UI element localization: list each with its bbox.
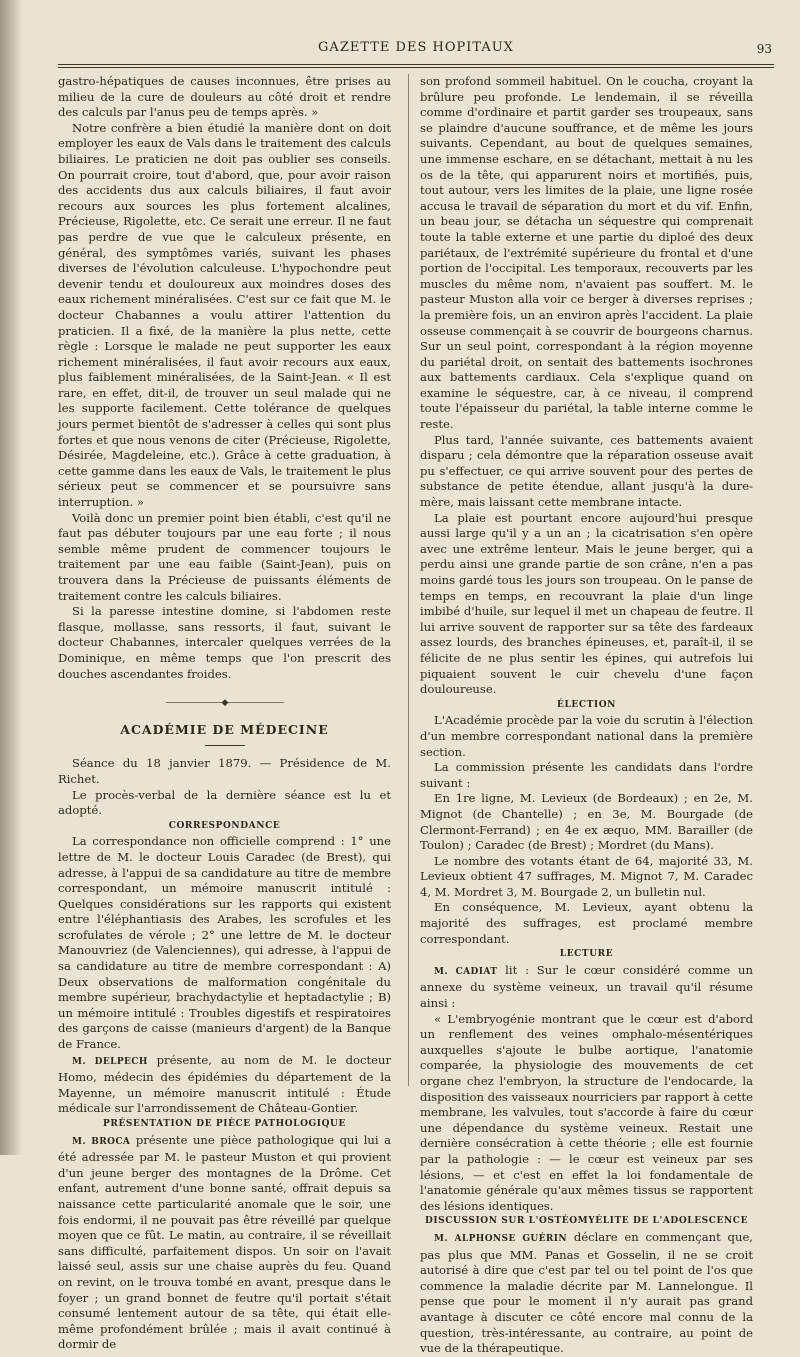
paragraph: Le nombre des votants étant de 64, majorité 33, M. Levieux obtient 47 suffrages, M. Mignot 7, M. Caradec 4, M. Mordret 3, M. Bourgade 2, un bulletin nul. (420, 853, 753, 899)
paragraph: L'Académie procède par la voie du scrutin à l'élection d'un membre correspondant national dans la première section. (420, 713, 753, 759)
paragraph-text: présente, au nom de M. le docteur Homo, médecin des épidémies du département de la Mayenne, un mémoire manuscrit intitulé : Étude médicale sur l'arrondissement de Château-Gontier. (58, 1052, 391, 1116)
journal-title: GAZETTE DES HOPITAUX (318, 40, 514, 55)
speaker-name: M. BROCA (72, 1136, 131, 1147)
paragraph (420, 963, 753, 1012)
paragraph: En conséquence, M. Levieux, ayant obtenu la majorité des suffrages, est proclamé membre correspondant. (420, 900, 753, 946)
minutes-line: Le procès-verbal de la dernière séance est lu et adopté. (58, 787, 391, 818)
paragraph: La plaie est pourtant encore aujourd'hui presque aussi large qu'il y a un an ; la cicatrisation s'en opère avec une extrême lenteur. Mais le jeune berger, qui a perdu ainsi une grande partie de son crâne, n'en a pas moins gardé tous les jours son troupeau. On le panse de temps en temps, en recouvrant la plaie d'un linge imbibé d'huile, sur lequel il met un chapeau de feutre. Il lui arrive souvent de rapporter sur sa tête des fardeaux assez lourds, des branches épineuses, et, paraît-il, il se félicite de ne plus sentir les épines, qui autrefois lui piquaient souvent le cuir chevelu d'une façon douloureuse. (420, 510, 753, 697)
speaker-name: M. DELPECH (72, 1056, 148, 1067)
paragraph: Si la paresse intestine domine, si l'abdomen reste flasque, mollasse, sans ressorts, il faut, suivant le docteur Chabannes, intercaler quelques verrées de la Dominique, en même temps que l'on prescrit des douches ascendantes froides. (58, 604, 391, 681)
subsection-heading: ÉLECTION (557, 699, 616, 710)
paragraph: gastro-hépatiques de causes inconnues, être prises au milieu de la cure de douleurs au côté droit et rendre des calculs par l'anus peu de temps après. » (58, 74, 391, 120)
speaker-name: M. ALPHONSE GUÉRIN (434, 1233, 568, 1244)
paragraph: La correspondance non officielle comprend : 1° une lettre de M. le docteur Louis Caradec (de Brest), qui adresse, à l'appui de sa candidature au titre de membre correspondant, un mémoire manuscrit intitulé : Quelques considérations sur les rapports qui existent entre l'éléphantiasis des Arabes, les scrofules et les scrofulates de vérole ; 2° une lettre de M. le docteur Manouvriez (de Valenciennes), qui adresse, à l'appui de sa candidature au titre de membre correspondant : A) Deux observations de malformation congénitale du membre supérieur, brachydactylie et heptadactylie ; B) un mémoire intitulé : Troubles digestifs et respiratoires des garçons de caisse (manieurs d'argent) de la Banque de France. (58, 834, 391, 1052)
running-header (60, 40, 772, 62)
short-rule (205, 745, 245, 746)
section-title: ACADÉMIE DE MÉDECINE (120, 721, 329, 737)
paragraph: Notre confrère a bien étudié la manière dont on doit employer les eaux de Vals dans le traitement des calculs biliaires. Le praticien ne doit pas oublier ses conseils. On pourrait croire, tout d'abord, que, pour avoir raison des accidents dus aux calculs biliaires, il faut avoir recours aux sources les plus fortement alcalines, Précieuse, Rigolette, etc. Ce serait une erreur. Il ne faut pas perdre de vue que le calculeux présente, en général, des symptômes variés, suivant les phases diverses de l'évolution calculeuse. L'hypochondre peut devenir tendu et douloureux aux moindres doses des eaux richement minéralisées. C'est sur ce fait que M. le docteur Chabannes a voulu attirer l'attention du praticien. Il a fixé, de la manière la plus nette, cette règle : Lorsque le malade ne peut supporter les eaux richement minéralisées, il faut avoir recours aux eaux, plus faiblement minéralisées, de la Saint-Jean. « Il est rare, en effet, dit-il, de trouver un seul malade qui ne les supporte facilement. Cette tolérance de quelques jours permet bientôt de s'adresser à celles qui sont plus fortes et que nous venons de citer (Précieuse, Rigolette, Désirée, Magdeleine, etc.). Grâce à cette graduation, à cette gamme dans les eaux de Vals, le traitement le plus sérieux peut se commencer et se poursuivre sans interruption. » (58, 120, 391, 510)
paragraph (58, 1053, 391, 1117)
paragraph: Voilà donc un premier point bien établi, c'est qu'il ne faut pas débuter toujours par une eau forte ; il nous semble même prudent de commencer toujours le traitement par une eau faible (Saint-Jean), puis on trouvera dans la Précieuse de puissants éléments de traitement contre les calculs biliaires. (58, 510, 391, 603)
paragraph: son profond sommeil habituel. On le coucha, croyant la brûlure peu profonde. Le lendemain, il se réveilla comme d'ordinaire et partit garder ses troupeaux, sans se plaindre d'aucune souffrance, et de même les jours suivants. Cependant, au bout de quelques semaines, une immense eschare, en se détachant, mettait à nu les os de la tête, qui apparurent noirs et mortifiés, puis, tout autour, vers les limites de la plaie, une ligne rosée accusa le travail de séparation du mort et du vif. Enfin, un beau jour, se détacha un séquestre qui comprenait toute la table externe et une partie du diploé des deux pariétaux, de l'extrémité supérieure du frontal et d'une portion de l'occipital. Les temporaux, recouverts par les muscles du même nom, n'avaient pas souffert. M. le pasteur Muston alla voir ce berger à diverses reprises ; la première fois, un an environ après l'accident. La plaie osseuse commençait à se couvrir de bourgeons charnus. Sur un seul point, correspondant à la région moyenne du pariétal droit, on sentait des battements isochrones aux battements cardiaux. Cela s'explique quand on examine le séquestre, car, à ce niveau, il comprend toute l'épaisseur du pariétal, la table interne comme le reste. (420, 74, 753, 432)
column-separator (408, 74, 409, 1086)
paragraph: « L'embryogénie montrant que le cœur est d'abord un renflement des veines omphalo-mésentériques auxquelles s'ajoute le bulbe aortique, l'anatomie comparée, la physiologie des mouvements de cet organe chez l'embryon, la structure de l'endocarde, la disposition des vaisseaux nourriciers par rapport à cette membrane, les valvules, tout s'accorde à faire du cœur une dépendance du système veineux. Restait une dernière consécration à cette théorie ; elle est fournie par la pathologie : — le cœur est veineux par ses lésions, — et c'est en effet la loi fondamentale de l'anatomie générale qu'aux mêmes tissus se rapportent des lésions identiques. (420, 1011, 753, 1213)
left-column (58, 74, 391, 1353)
paragraph-text: lit : Sur le cœur considéré comme un annexe du système veineux, un travail qu'il résume ainsi : (420, 962, 753, 1011)
ornament-divider: ———————◆——————— (165, 698, 284, 709)
paragraph: La commission présente les candidats dans l'ordre suivant : (420, 760, 753, 790)
page-number: 93 (756, 42, 772, 56)
subsection-heading: LECTURE (559, 949, 614, 960)
subsection-heading: PRÉSENTATION DE PIÈCE PATHOLOGIQUE (103, 1119, 346, 1129)
right-column (420, 74, 753, 1357)
paragraph-text: présente une pièce pathologique qui lui a été adressée par M. le pasteur Muston et qui provient d'un jeune berger des montagnes de la Drôme. Cet enfant, autrement d'une bonne santé, offrait depuis sa naissance cette particularité anomale que le soir, une fois endormi, il ne pouvait pas être réveillé par quelque moyen que ce fût. Le matin, au contraire, il se réveillait sans difficulté, parfaitement dispos. Un soir on l'avait laissé seul, assis sur une chaise auprès du feu. Quand on revint, on le trouva tombé en avant, presque dans le foyer ; un grand bonnet de feutre qu'il portait s'était consumé lentement autour de sa tête, qui était elle-même profondément brûlée ; mais il avait continué à dormir de (58, 1132, 391, 1352)
subsection-heading: CORRESPONDANCE (168, 820, 281, 831)
subsection-heading: DISCUSSION SUR L'OSTÉOMYÉLITE DE L'ADOLESCENCE (424, 1216, 749, 1227)
session-line: Séance du 18 janvier 1879. — Présidence de M. Richet. (58, 756, 391, 786)
speaker-name: M. CADIAT (434, 966, 498, 977)
paragraph (420, 1230, 753, 1357)
paragraph-text: déclare en commençant que, pas plus que MM. Panas et Gosselin, il ne se croit autorisé à dire que c'est par tel ou tel point de l'os que commence la maladie décrite par M. Lannelongue. Il pense que pour le moment il n'y aurait pas grand avantage à discuter ce côté encore mal connu de la question, très-intéressante, au contraire, au point de vue de la thérapeutique. (420, 1229, 753, 1356)
header-rule (58, 64, 774, 65)
header-rule-double (58, 67, 774, 68)
paragraph: Plus tard, l'année suivante, ces battements avaient disparu ; cela démontre que la réparation osseuse avait pu s'effectuer, ce qui arrive souvent pour des pertes de substance de petite étendue, allant jusqu'à la dure-mère, mais laissant cette membrane intacte. (420, 432, 753, 510)
paragraph: En 1re ligne, M. Levieux (de Bordeaux) ; en 2e, M. Mignot (de Chantelle) ; en 3e, M. Bourgade (de Clermont-Ferrand) ; en 4e ex æquo, MM. Barailler (de Toulon) ; Caradec (de Brest) ; Mordret (du Mans). (420, 791, 753, 853)
paragraph (58, 1133, 391, 1353)
